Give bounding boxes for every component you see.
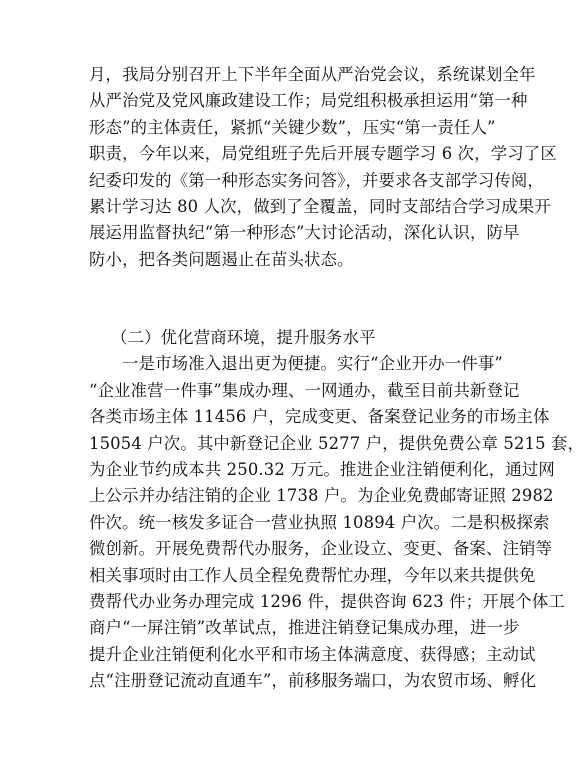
section-heading: （二）优化营商环境，提升服务水平 (111, 328, 376, 347)
text-line: 形态”的主体责任，紧抓“关键少数”，压实“第一责任人” (89, 117, 496, 137)
text-line: “企业准营一件事”集成办理、一网通办，截至目前共新登记 (89, 380, 520, 400)
text-line: 点“注册登记流动直通车”，前移服务端口，为农贸市场、孵化 (89, 671, 537, 691)
paragraph-business-environment (89, 325, 585, 694)
text-line: 职责，今年以来，局党组班子先后开展专题学习 6 次，学习了区 (89, 144, 557, 164)
text-line: 各类市场主体 11456 户，完成变更、备案登记业务的市场主体 (89, 407, 550, 427)
text-line: 15054 户次。其中新登记企业 5277 户，提供免费公章 5215 套， (89, 433, 585, 453)
text-line: 商户“一屏注销”改革试点，推进注销登记集成办理，进一步 (89, 618, 520, 638)
text-line: 相关事项时由工作人员全程免费帮忙办理，今年以来共提供免 (89, 565, 536, 585)
text-line: 费帮代办业务办理完成 1296 件，提供咨询 623 件；开展个体工 (89, 591, 565, 611)
text-line: 件次。统一核发多证合一营业执照 10894 户次。二是积极探索 (89, 512, 550, 532)
text-line: 展运用监督执纪“第一种形态”大讨论活动，深化认识，防早 (89, 223, 520, 243)
text-line: 上公示并办结注销的企业 1738 户。为企业免费邮寄证照 2982 (89, 486, 554, 506)
text-line: 微创新。开展免费帮代办服务，企业设立、变更、备案、注销等 (89, 539, 553, 559)
text-line: 从严治党及党风廉政建设工作；局党组积极承担运用“第一种 (89, 91, 528, 111)
text-line: 月，我局分别召开上下半年全面从严治党会议，系统谋划全年 (89, 65, 536, 84)
text-line: 累计学习达 80 人次，做到了全覆盖，同时支部结合学习成果开 (89, 196, 551, 216)
text-line: 提升企业注销便利化水平和市场主体满意度、获得感；主动试 (89, 644, 536, 664)
text-line: 防小，把各类问题遏止在苗头状态。 (89, 249, 354, 269)
paragraph-party-discipline (89, 62, 557, 273)
text-line: 纪委印发的《第一种形态实务问答》，并要求各支部学习传阅， (89, 170, 544, 190)
text-line: 为企业节约成本共 250.32 万元。推进企业注销便利化，通过网 (89, 459, 555, 479)
text-line: 一是市场准入退出更为便捷。实行“企业开办一件事” (122, 354, 503, 374)
